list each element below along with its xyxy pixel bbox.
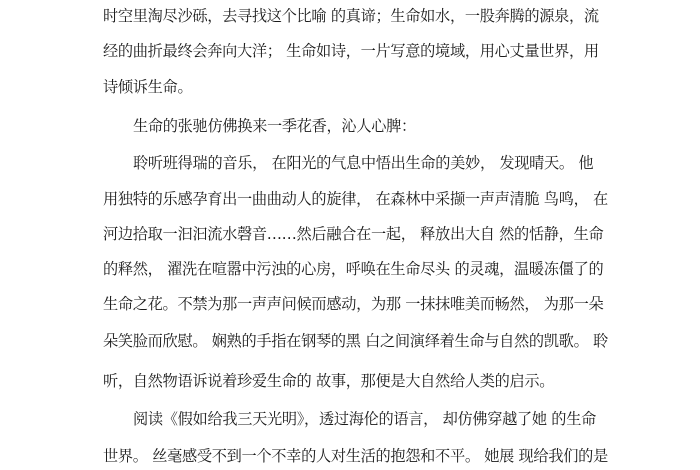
paragraph-line: 朵笑脸而欣慰。 娴熟的手指在钢琴的黑 白之间演绎着生命与自然的凯歌。 聆	[103, 332, 608, 350]
paragraph-line: 时空里淘尽沙砾，去寻找这个比喻 的真谛；生命如水，一股奔腾的源泉，流	[103, 7, 599, 25]
paragraph-line: 生命的张驰仿佛换来一季花香，沁人心脾：	[133, 117, 416, 135]
paragraph-line: 用独特的乐感孕育出一曲曲动人的旋律， 在森林中采撷一声声清脆 鸟鸣， 在	[103, 190, 608, 208]
paragraph-line: 经的曲折最终会奔向大洋； 生命如诗，一片写意的境域，用心丈量世界，用	[103, 42, 599, 60]
paragraph-line: 阅读《假如给我三天光明》，透过海伦的语言， 却仿佛穿越了她 的生命	[133, 410, 596, 428]
paragraph-line: 世界。 丝毫感受不到一个不幸的人对生活的抱怨和不平。 她展 现给我们的是	[103, 447, 608, 465]
paragraph-line: 聆听班得瑞的音乐， 在阳光的气息中悟出生命的美妙， 发现晴天。 他	[133, 154, 594, 172]
paragraph-line: 的释然， 濯洗在喧嚣中污浊的心房，呼唤在生命尽头 的灵魂，温暖冻僵了的	[103, 260, 604, 278]
paragraph-line: 生命之花。不禁为那一声声问候而感动，为那 一抹抹唯美而畅然， 为那一朵	[103, 295, 604, 313]
paragraph-line: 听，自然物语诉说着珍爱生命的 故事，那便是大自然给人类的启示。	[103, 372, 555, 390]
paragraph-line: 诗倾诉生命。	[103, 78, 193, 96]
paragraph-line: 河边拾取一汩汩流水磬音……然后融合在一起， 释放出大自 然的恬静，生命	[103, 225, 604, 243]
